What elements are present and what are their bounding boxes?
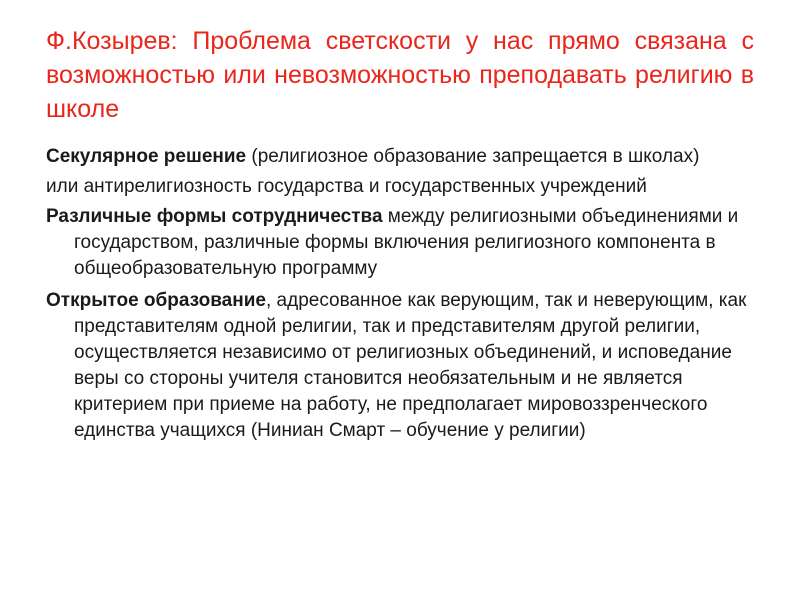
paragraph-cooperation xyxy=(46,204,758,282)
slide-body xyxy=(46,144,758,450)
slide-title: Ф.Козырев: Проблема светскости у нас прямо связана с возможностью или невозможностью преподавать религию в школе xyxy=(46,27,754,123)
paragraph-secular-text: (религиозное образование запрещается в школах) xyxy=(246,146,700,167)
paragraph-antireligious xyxy=(46,174,758,200)
paragraph-cooperation-term: Различные формы сотрудничества xyxy=(46,206,383,227)
paragraph-antireligious-text: или антирелигиозность государства и государственных учреждений xyxy=(46,176,647,197)
paragraph-open-education-term: Открытое образование xyxy=(46,290,266,311)
paragraph-cooperation-text: между религиозными объединениями и государством, различные формы включения религиозного компонента в общеобразовательную программу xyxy=(74,206,739,279)
paragraph-open-education-text: , адресованное как верующим, так и неверующим, как представителям одной религии, так и представителям другой религии, осуществляется независимо от религиозных объединений, и исповедание веры со стороны учителя становится необязательным и не является критерием при приеме на работу, не предполагает мировоззренческого единства учащихся (Ниниан Смарт – обучение у религии) xyxy=(74,290,747,441)
paragraph-secular xyxy=(46,144,758,170)
paragraph-secular-term: Секулярное решение xyxy=(46,146,247,167)
paragraph-open-education xyxy=(46,288,758,444)
